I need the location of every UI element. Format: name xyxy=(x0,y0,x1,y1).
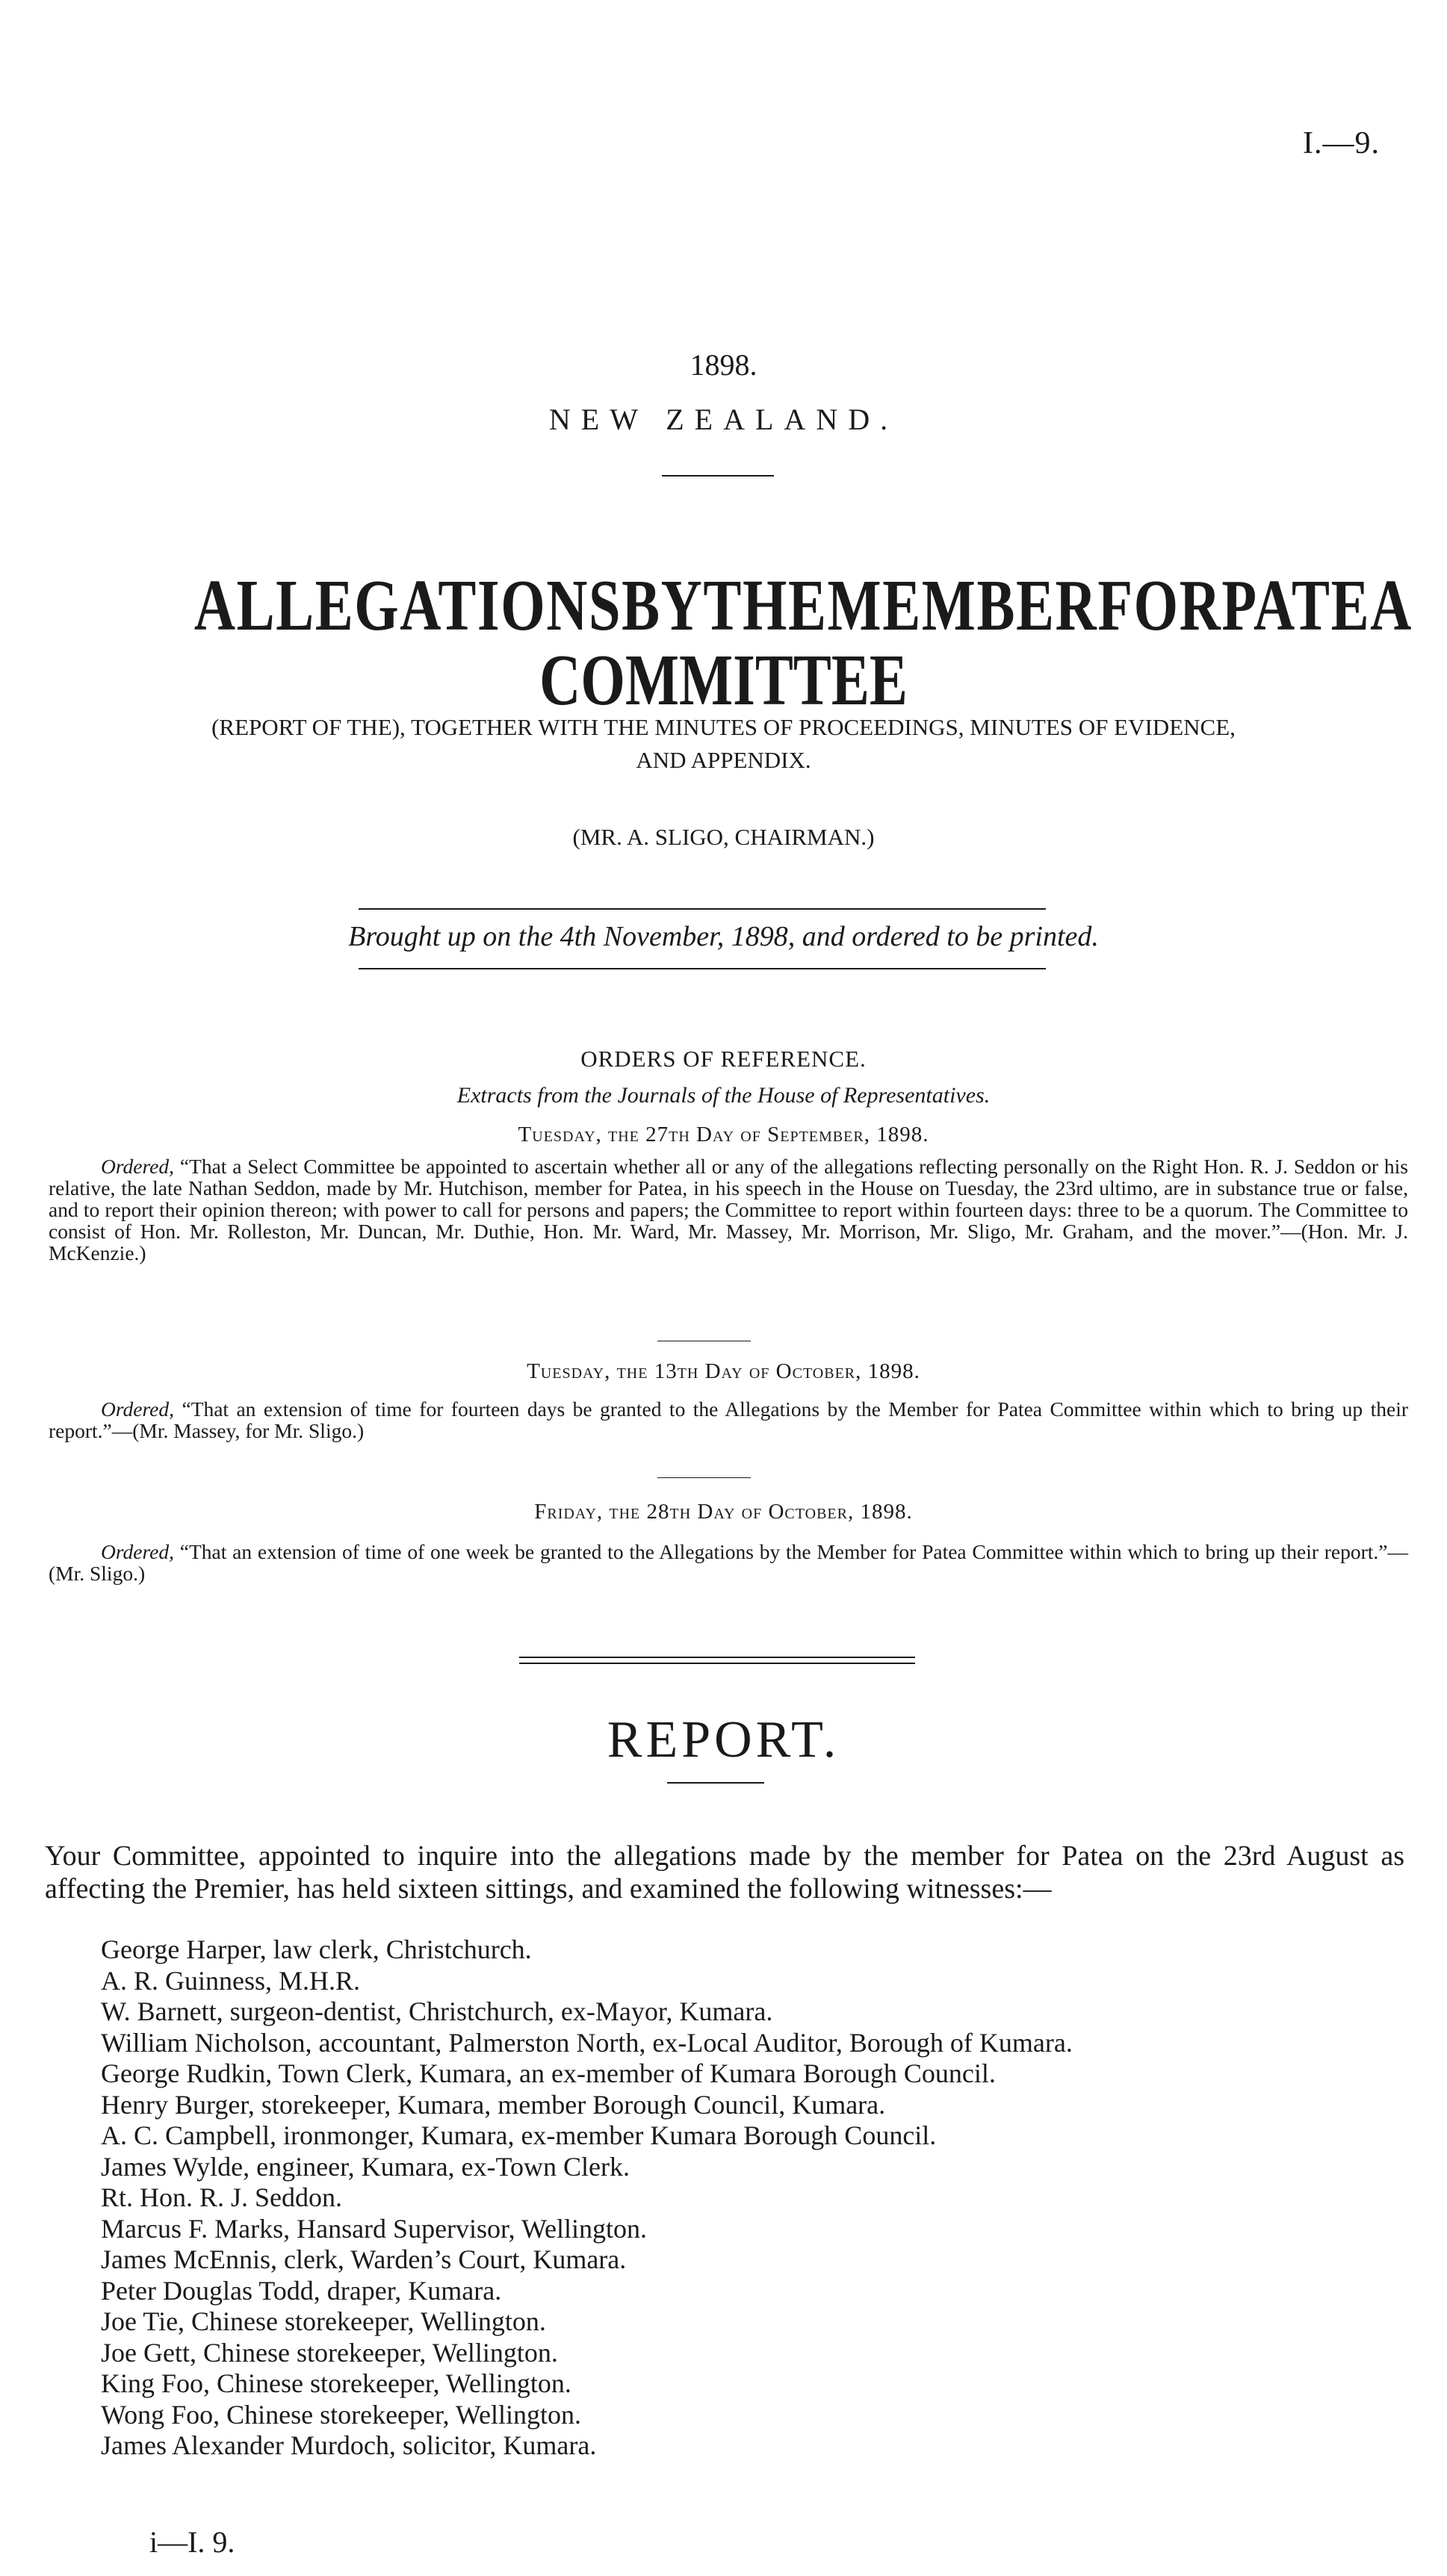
divider xyxy=(359,908,1046,910)
order-date: Friday, the 28th Day of October, 1898. xyxy=(534,1500,913,1524)
order-date: Tuesday, the 13th Day of October, 1898. xyxy=(527,1359,920,1383)
title-word: BY xyxy=(622,565,704,646)
title-word: THE xyxy=(703,565,828,646)
witness-item: James McEnnis, clerk, Warden’s Court, Kumara. xyxy=(101,2244,627,2274)
witness-item: Marcus F. Marks, Hansard Supervisor, Wellington. xyxy=(101,2213,648,2244)
document-title-line2: COMMITTEE xyxy=(539,640,908,721)
report-heading: REPORT. xyxy=(607,1711,840,1769)
divider xyxy=(657,1477,751,1478)
title-word: FOR xyxy=(1097,565,1222,646)
document-reference: I.—9. xyxy=(1303,126,1380,161)
divider xyxy=(519,1657,915,1658)
document-subtitle xyxy=(11,711,1436,777)
witness-item: Joe Tie, Chinese storekeeper, Wellington. xyxy=(101,2306,546,2336)
order-date: Tuesday, the 27th Day of September, 1898. xyxy=(518,1123,929,1146)
title-word: PATEA xyxy=(1221,565,1413,646)
witness-item: Peter Douglas Todd, draper, Kumara. xyxy=(101,2275,502,2306)
report-intro: Your Committee, appointed to inquire into the allegations made by the member for Patea on the 23rd August as affecting the Premier, has held sixteen sittings, and examined the following witnesses:— xyxy=(45,1840,1404,1905)
order-text xyxy=(49,1398,1408,1441)
order-text xyxy=(49,1155,1408,1264)
orders-extracts: Extracts from the Journals of the House of Representatives. xyxy=(456,1083,991,1108)
chairman-line: (MR. A. SLIGO, CHAIRMAN.) xyxy=(572,824,875,850)
orders-heading: ORDERS OF REFERENCE. xyxy=(580,1046,867,1072)
witness-item: Henry Burger, storekeeper, Kumara, member Borough Council, Kumara. xyxy=(101,2089,886,2120)
witness-item: A. R. Guinness, M.H.R. xyxy=(101,1965,361,1996)
witness-item: James Alexander Murdoch, solicitor, Kumara. xyxy=(101,2430,597,2460)
ordered-label: Ordered, xyxy=(101,1540,175,1563)
divider xyxy=(662,475,774,477)
subtitle-line: AND APPENDIX. xyxy=(636,747,811,773)
divider xyxy=(359,968,1046,969)
order-body: “That an extension of time of one week be granted to the Allegations by the Member for Patea Committee within which to bring up their report.”—(Mr. Sligo.) xyxy=(49,1540,1408,1585)
subtitle-line: (REPORT OF THE), TOGETHER WITH THE MINUTES OF PROCEEDINGS, MINUTES OF EVIDENCE, xyxy=(211,714,1236,740)
witness-item: W. Barnett, surgeon-dentist, Christchurch, ex-Mayor, Kumara. xyxy=(101,1996,773,2026)
witness-item: A. C. Campbell, ironmonger, Kumara, ex-member Kumara Borough Council. xyxy=(101,2120,937,2150)
divider xyxy=(519,1663,915,1664)
order-body: “That an extension of time for fourteen days be granted to the Allegations by the Member for Patea Committee within which to bring up their report.”—(Mr. Massey, for Mr. Sligo.) xyxy=(49,1397,1409,1442)
witness-item: George Rudkin, Town Clerk, Kumara, an ex-member of Kumara Borough Council. xyxy=(101,2058,996,2088)
signature-mark: i—I. 9. xyxy=(149,2525,235,2559)
country-heading: NEW ZEALAND. xyxy=(548,403,899,436)
document-title xyxy=(193,564,1413,648)
order-body: “That a Select Committee be appointed to ascertain whether all or any of the allegations reflecting personally on the Right Hon. R. J. Seddon or his relative, the late Nathan Seddon, made by Mr. Hutchison, member for Patea, in his speech in the House on Tuesday, the 23rd ultimo, are in substance true or false, and to report their opinion thereon; with power to call for persons and papers; the Committee to report within fourteen days: three to be a quorum. The Committee to consist of Hon. Mr. Rolleston, Mr. Duncan, Mr. Duthie, Hon. Mr. Ward, Mr. Massey, Mr. Morrison, Mr. Sligo, Mr. Graham, and the mover.”—(Hon. Mr. J. McKenzie.) xyxy=(49,1155,1409,1264)
witness-item: Wong Foo, Chinese storekeeper, Wellington. xyxy=(101,2399,581,2430)
witness-item: James Wylde, engineer, Kumara, ex-Town Clerk. xyxy=(101,2151,630,2182)
ordered-label: Ordered, xyxy=(101,1155,175,1178)
brought-up-line: Brought up on the 4th November, 1898, and ordered to be printed. xyxy=(348,921,1099,952)
title-word: MEMBER xyxy=(827,565,1098,646)
witness-item: George Harper, law clerk, Christchurch. xyxy=(101,1934,532,1964)
title-word: ALLEGATIONS xyxy=(193,565,622,646)
witness-item: Rt. Hon. R. J. Seddon. xyxy=(101,2182,343,2212)
witness-item: Joe Gett, Chinese storekeeper, Wellington. xyxy=(101,2337,558,2368)
ordered-label: Ordered, xyxy=(101,1397,175,1421)
order-text xyxy=(49,1541,1408,1584)
divider xyxy=(667,1782,764,1784)
witness-item: William Nicholson, accountant, Palmerston North, ex-Local Auditor, Borough of Kumara. xyxy=(101,2027,1073,2058)
witness-list xyxy=(101,1934,1073,2462)
document-year: 1898. xyxy=(690,348,757,382)
witness-item: King Foo, Chinese storekeeper, Wellington. xyxy=(101,2368,571,2398)
